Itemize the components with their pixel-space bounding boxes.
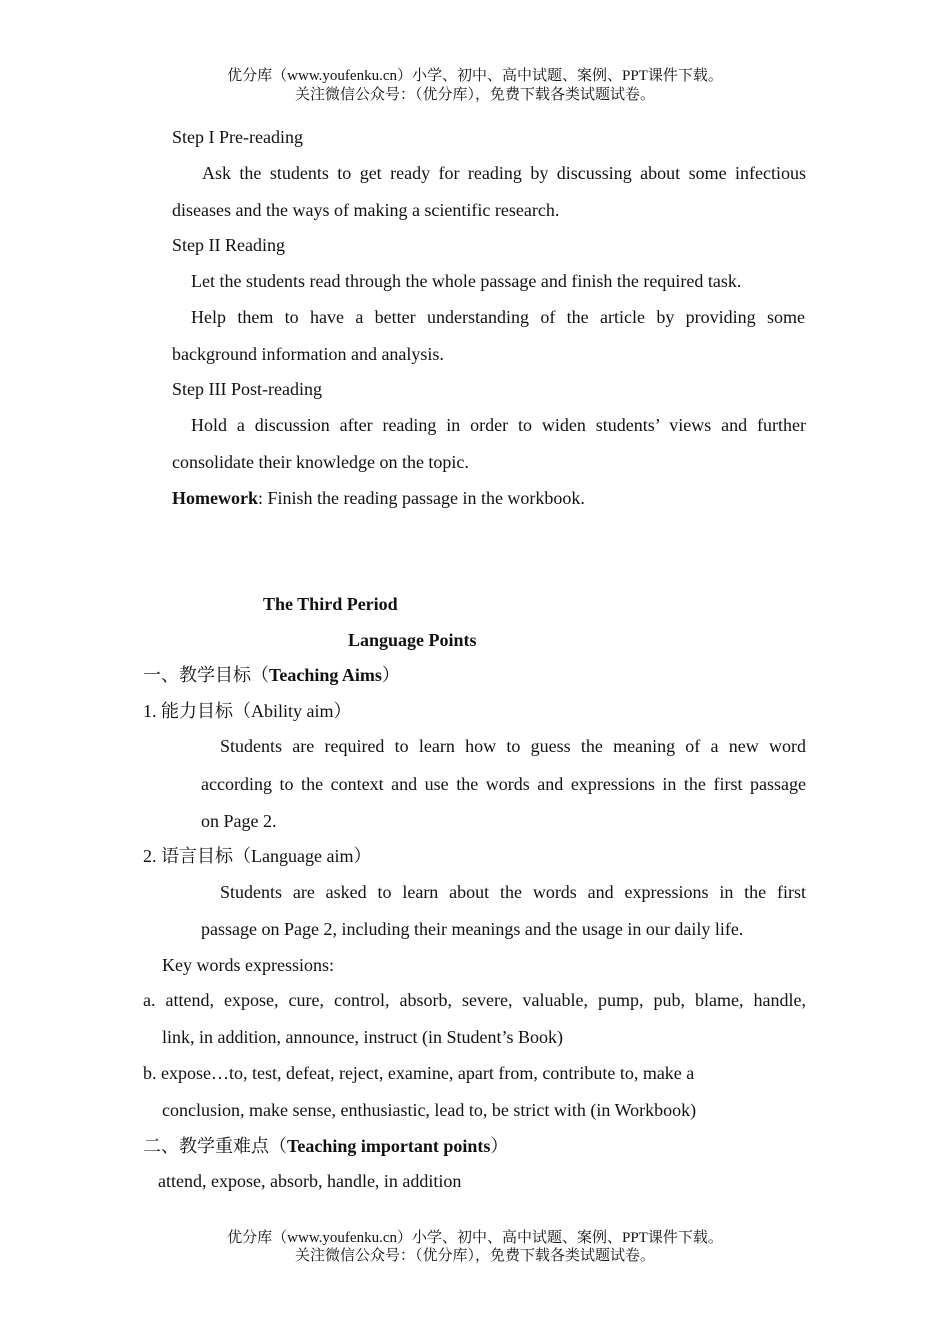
ability-aim-line-2: according to the context and use the words and expressions in the first passage <box>201 774 806 794</box>
language-aim-title: 2. 语言目标（Language aim） <box>143 846 372 866</box>
language-aim-line-2: passage on Page 2, including their meanings and the usage in our daily life. <box>201 919 744 939</box>
step-3-paragraph-line-2: consolidate their knowledge on the topic. <box>172 452 469 472</box>
language-aim-line-1: Students are asked to learn about the words and expressions in the first <box>220 882 806 902</box>
step-1-title: Step I Pre-reading <box>172 127 303 147</box>
step-1-paragraph-line-1: Ask the students to get ready for reading by discussing about some infectious <box>202 163 806 183</box>
homework-text: : Finish the reading passage in the workbook. <box>257 488 585 508</box>
step-2-paragraph-2-line-1: Help them to have a better understanding of the article by providing some <box>191 307 805 327</box>
header-line-1: 优分库（www.youfenku.cn）小学、初中、高中试题、案例、PPT课件下载。 <box>227 68 723 84</box>
period-subtitle: Language Points <box>348 630 477 650</box>
step-3-paragraph-line-1: Hold a discussion after reading in order to widen students’ views and further <box>191 415 806 435</box>
footer-line-1: 优分库（www.youfenku.cn）小学、初中、高中试题、案例、PPT课件下载。 <box>227 1230 723 1246</box>
period-title: The Third Period <box>263 594 398 614</box>
ability-aim-title: 1. 能力目标（Ability aim） <box>143 701 352 721</box>
teaching-points-bold: Teaching important points <box>287 1136 491 1156</box>
teaching-aims-heading <box>143 664 400 686</box>
footer-line-2: 关注微信公众号：（优分库），免费下载各类试题试卷。 <box>294 1248 655 1264</box>
key-words-list-b-line-1: b. expose…to, test, defeat, reject, examine, apart from, contribute to, make a <box>143 1063 695 1083</box>
step-2-paragraph-1: Let the students read through the whole passage and finish the required task. <box>191 271 742 291</box>
key-words-list-a-line-1: a. attend, expose, cure, control, absorb, severe, valuable, pump, pub, blame, handle, <box>143 990 806 1010</box>
step-3-title: Step III Post-reading <box>172 379 322 399</box>
step-1-paragraph-line-2: diseases and the ways of making a scientific research. <box>172 200 560 220</box>
teaching-points-heading <box>143 1135 508 1157</box>
homework-label: Homework <box>172 488 258 508</box>
teaching-aims-suffix: ） <box>381 665 400 685</box>
teaching-points-prefix: 二、教学重难点（ <box>143 1136 287 1156</box>
header-line-2: 关注微信公众号：（优分库），免费下载各类试题试卷。 <box>294 87 655 103</box>
step-2-title: Step II Reading <box>172 235 285 255</box>
homework-line <box>172 487 585 509</box>
key-words-list-a-line-2: link, in addition, announce, instruct (in Student’s Book) <box>162 1027 563 1047</box>
teaching-points-text: attend, expose, absorb, handle, in addition <box>158 1171 462 1191</box>
teaching-aims-bold: Teaching Aims <box>269 665 382 685</box>
key-words-title: Key words expressions: <box>162 955 334 975</box>
ability-aim-line-3: on Page 2. <box>201 811 277 831</box>
ability-aim-line-1: Students are required to learn how to guess the meaning of a new word <box>220 736 806 756</box>
key-words-list-b-line-2: conclusion, make sense, enthusiastic, lead to, be strict with (in Workbook) <box>162 1100 697 1120</box>
step-2-paragraph-2-line-2: background information and analysis. <box>172 344 444 364</box>
teaching-aims-prefix: 一、教学目标（ <box>143 665 269 685</box>
teaching-points-suffix: ） <box>490 1136 509 1156</box>
